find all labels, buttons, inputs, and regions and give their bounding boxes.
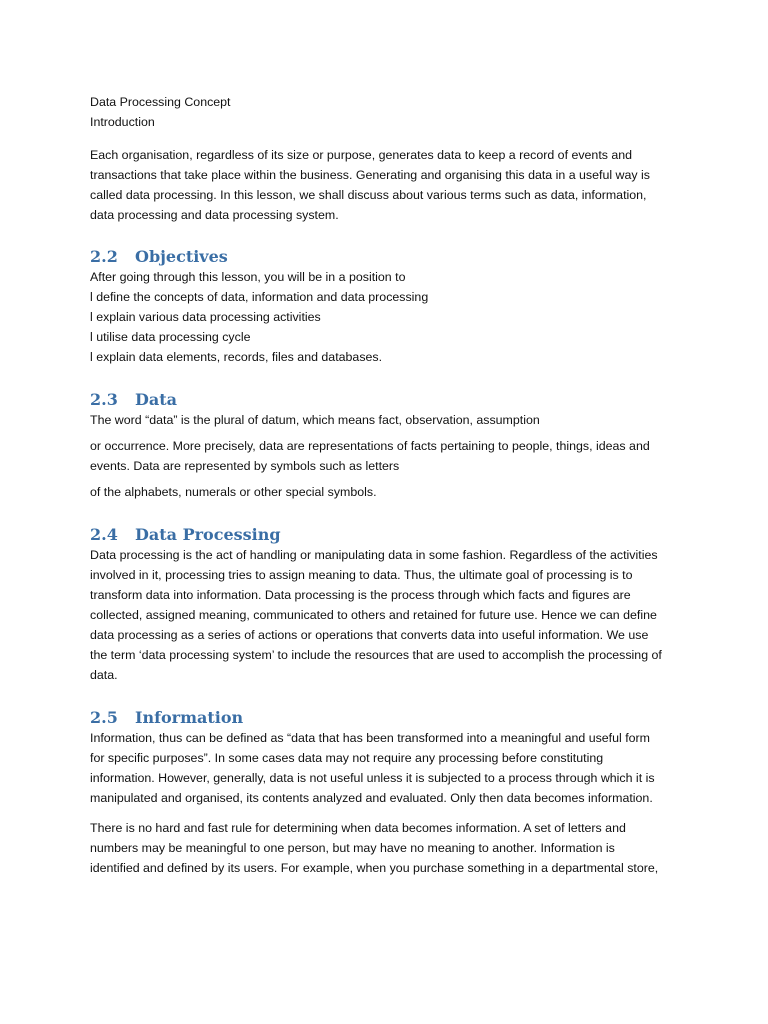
intro-line: data processing and data processing system. bbox=[90, 208, 339, 222]
intro-line: called data processing. In this lesson, we shall discuss about various terms such as data, information, bbox=[90, 188, 647, 202]
intro-line: Each organisation, regardless of its size or purpose, generates data to keep a record of events and bbox=[90, 148, 633, 162]
section-heading bbox=[90, 708, 690, 728]
document-subtitle: Introduction bbox=[90, 115, 155, 129]
processing-line: data processing as a series of actions or operations that converts data into useful information. We use bbox=[90, 628, 649, 642]
data-line: of the alphabets, numerals or other special symbols. bbox=[90, 485, 377, 499]
information-line: for specific purposes”. In some cases data may not require any processing before constituting bbox=[90, 751, 604, 765]
section-number: 2.2 bbox=[90, 247, 118, 266]
section-objectives bbox=[90, 247, 690, 367]
objectives-line: l explain various data processing activities bbox=[90, 310, 321, 324]
processing-line: transform data into information. Data processing is the process through which facts and figures are bbox=[90, 588, 631, 602]
objectives-line: l explain data elements, records, files and databases. bbox=[90, 350, 383, 364]
data-line: The word “data” is the plural of datum, which means fact, observation, assumption bbox=[90, 413, 540, 427]
section-title: Objectives bbox=[135, 247, 228, 266]
information-paragraph bbox=[90, 818, 690, 878]
document-page bbox=[90, 92, 690, 878]
processing-line: Data processing is the act of handling or manipulating data in some fashion. Regardless of the activities bbox=[90, 548, 658, 562]
information-line: identified and defined by its users. For example, when you purchase something in a departmental store, bbox=[90, 861, 659, 875]
processing-line: data. bbox=[90, 668, 118, 682]
data-line: or occurrence. More precisely, data are representations of facts pertaining to people, things, ideas and bbox=[90, 439, 650, 453]
section-number: 2.3 bbox=[90, 390, 118, 409]
information-line: information. However, generally, data is not useful unless it is subjected to a process through which it is bbox=[90, 771, 655, 785]
document-title: Data Processing Concept bbox=[90, 95, 231, 109]
section-data-processing bbox=[90, 525, 690, 685]
section-heading bbox=[90, 247, 690, 267]
intro-paragraph bbox=[90, 145, 690, 225]
information-line: There is no hard and fast rule for determining when data becomes information. A set of letters and bbox=[90, 821, 626, 835]
processing-line: involved in it, processing tries to assign meaning to data. Thus, the ultimate goal of processing is to bbox=[90, 568, 633, 582]
information-line: Information, thus can be defined as “data that has been transformed into a meaningful and useful form bbox=[90, 731, 650, 745]
information-paragraph bbox=[90, 728, 690, 808]
section-data bbox=[90, 390, 690, 502]
section-title: Data Processing bbox=[135, 525, 281, 544]
section-heading bbox=[90, 390, 690, 410]
information-line: manipulated and organised, its contents analyzed and evaluated. Only then data becomes information. bbox=[90, 791, 653, 805]
information-line: numbers may be meaningful to one person, but may have no meaning to another. Information is bbox=[90, 841, 615, 855]
processing-line: collected, assigned meaning, communicated to others and retained for future use. Hence we can define bbox=[90, 608, 657, 622]
section-number: 2.4 bbox=[90, 525, 118, 544]
section-number: 2.5 bbox=[90, 708, 118, 727]
objectives-line: l utilise data processing cycle bbox=[90, 330, 251, 344]
section-heading bbox=[90, 525, 690, 545]
objectives-line: After going through this lesson, you will be in a position to bbox=[90, 270, 406, 284]
processing-line: the term ‘data processing system’ to include the resources that are used to accomplish the processing of bbox=[90, 648, 662, 662]
objectives-line: l define the concepts of data, information and data processing bbox=[90, 290, 429, 304]
section-title: Information bbox=[135, 708, 244, 727]
document-header bbox=[90, 92, 690, 132]
section-title: Data bbox=[135, 390, 177, 409]
section-information bbox=[90, 708, 690, 878]
data-line: events. Data are represented by symbols such as letters bbox=[90, 459, 400, 473]
intro-line: transactions that take place within the business. Generating and organising this data in a useful way is bbox=[90, 168, 650, 182]
data-paragraph bbox=[90, 436, 690, 476]
